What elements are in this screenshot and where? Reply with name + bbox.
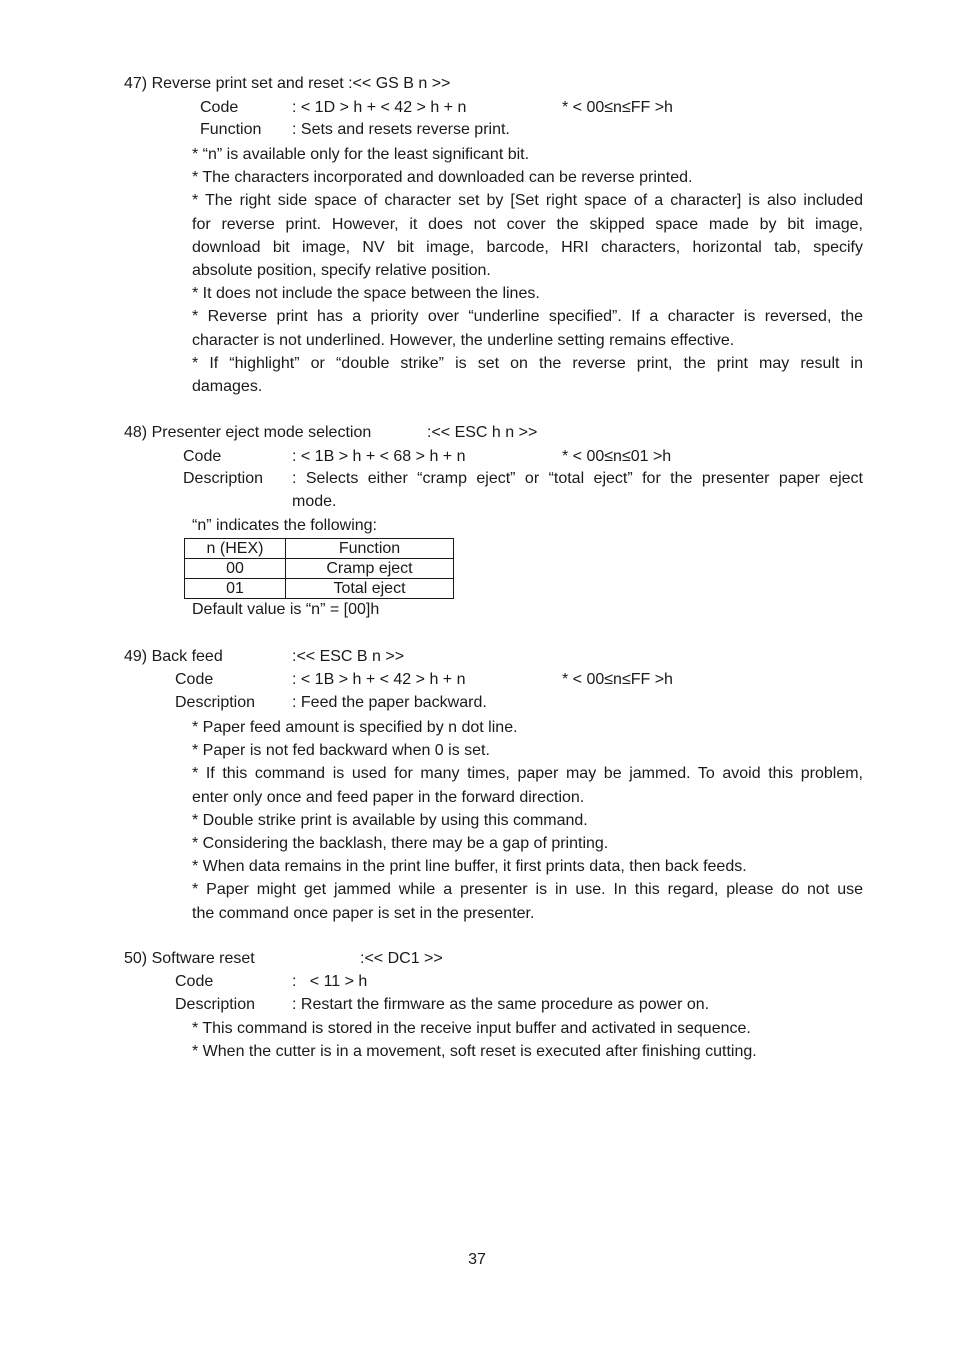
s48-description-line-2: mode. <box>292 493 337 510</box>
s49-code-range: * < 00≤n≤FF >h <box>562 671 673 688</box>
s49-note-7-line-2: the command once paper is set in the presenter. <box>192 904 535 922</box>
s49-note-2: * Paper is not fed backward when 0 is set. <box>192 742 490 760</box>
section-48-heading: 48) Presenter eject mode selection <box>124 424 372 441</box>
s49-note-3-line-1: * If this command is used for many times, paper may be jammed. To avoid this problem, <box>192 765 863 783</box>
s49-note-1: * Paper feed amount is specified by n dot line. <box>192 719 518 736</box>
s47-note-6-line-1: * If “highlight” or “double strike” is set on the reverse print, the print may result in <box>192 354 863 372</box>
s49-note-7-line-1: * Paper might get jammed while a presenter is in use. In this regard, please do not use <box>192 881 863 899</box>
page-number: 37 <box>468 1251 486 1268</box>
s47-note-3-line-4: absolute position, specify relative position. <box>192 262 491 280</box>
s49-note-5: * Considering the backlash, there may be a gap of printing. <box>192 835 609 853</box>
s49-notes <box>192 716 863 925</box>
table-header-cell: Function <box>286 539 454 559</box>
s47-note-5-line-1: * Reverse print has a priority over “underline specified”. If a character is reversed, the <box>192 308 863 326</box>
s47-note-2: * The characters incorporated and downloaded can be reverse printed. <box>192 169 693 187</box>
s47-note-5-line-2: character is not underlined. However, the underline setting remains effective. <box>192 331 735 349</box>
s48-code-value: : < 1B > h + < 68 > h + n <box>292 448 466 465</box>
s48-description-label: Description <box>183 470 264 487</box>
s48-default-value: Default value is “n” = [00]h <box>192 601 380 618</box>
section-50-heading: 50) Software reset <box>124 950 255 967</box>
s50-note-2: * When the cutter is in a movement, soft reset is executed after finishing cutting. <box>192 1043 757 1060</box>
s50-description-value: : Restart the firmware as the same procedure as power on. <box>292 996 710 1013</box>
s50-command: :<< DC1 >> <box>360 950 443 967</box>
table-cell: Cramp eject <box>286 559 454 579</box>
s49-note-4: * Double strike print is available by using this command. <box>192 811 588 829</box>
s49-note-6: * When data remains in the print line buffer, it first prints data, then back feeds. <box>192 858 747 876</box>
table-cell: Total eject <box>286 579 454 599</box>
table-row <box>185 579 454 599</box>
s47-function-label: Function <box>200 121 262 138</box>
section-47-heading: 47) Reverse print set and reset :<< GS B n >> <box>124 75 451 92</box>
s47-note-4: * It does not include the space between the lines. <box>192 285 540 303</box>
s49-description-value: : Feed the paper backward. <box>292 694 487 711</box>
s48-description-line-1: : Selects either “cramp eject” or “total eject” for the presenter paper eject <box>292 470 863 487</box>
s47-note-1: * “n” is available only for the least significant bit. <box>192 146 530 163</box>
s48-code-label: Code <box>183 448 222 465</box>
table-header-row <box>185 539 454 559</box>
s50-note-1: * This command is stored in the receive input buffer and activated in sequence. <box>192 1020 751 1037</box>
s47-note-3-line-3: download bit image, NV bit image, barcode, HRI characters, horizontal tab, specify <box>192 238 863 256</box>
table-cell: 01 <box>185 579 286 599</box>
s47-function-value: : Sets and resets reverse print. <box>292 121 510 138</box>
s49-code-value: : < 1B > h + < 42 > h + n <box>292 671 466 688</box>
s49-description-label: Description <box>175 694 256 711</box>
s49-code-label: Code <box>175 671 214 688</box>
s48-n-intro: “n” indicates the following: <box>192 517 377 534</box>
s49-note-3-line-2: enter only once and feed paper in the forward direction. <box>192 788 585 806</box>
s47-code-range: * < 00≤n≤FF >h <box>562 99 673 116</box>
table-header-cell: n (HEX) <box>185 539 286 559</box>
table-row <box>185 559 454 579</box>
s48-code-range: * < 00≤n≤01 >h <box>562 448 672 465</box>
s50-code-value: : < 11 > h <box>292 973 368 990</box>
s50-description-label: Description <box>175 996 256 1013</box>
s47-code-value: : < 1D > h + < 42 > h + n <box>292 99 467 116</box>
s49-command: :<< ESC B n >> <box>292 648 405 665</box>
s47-notes <box>192 143 863 398</box>
s47-code-label: Code <box>200 99 239 116</box>
s47-note-3-line-1: * The right side space of character set by [Set right space of a character] is also included <box>192 192 863 210</box>
s48-command: :<< ESC h n >> <box>427 424 538 441</box>
section-49-heading: 49) Back feed <box>124 648 223 665</box>
s47-note-6-line-2: damages. <box>192 378 263 396</box>
s47-note-3-line-2: for reverse print. However, it does not cover the skipped space made by bit image, <box>192 215 863 233</box>
n-function-table <box>184 538 454 599</box>
table-cell: 00 <box>185 559 286 579</box>
s50-code-label: Code <box>175 973 214 990</box>
